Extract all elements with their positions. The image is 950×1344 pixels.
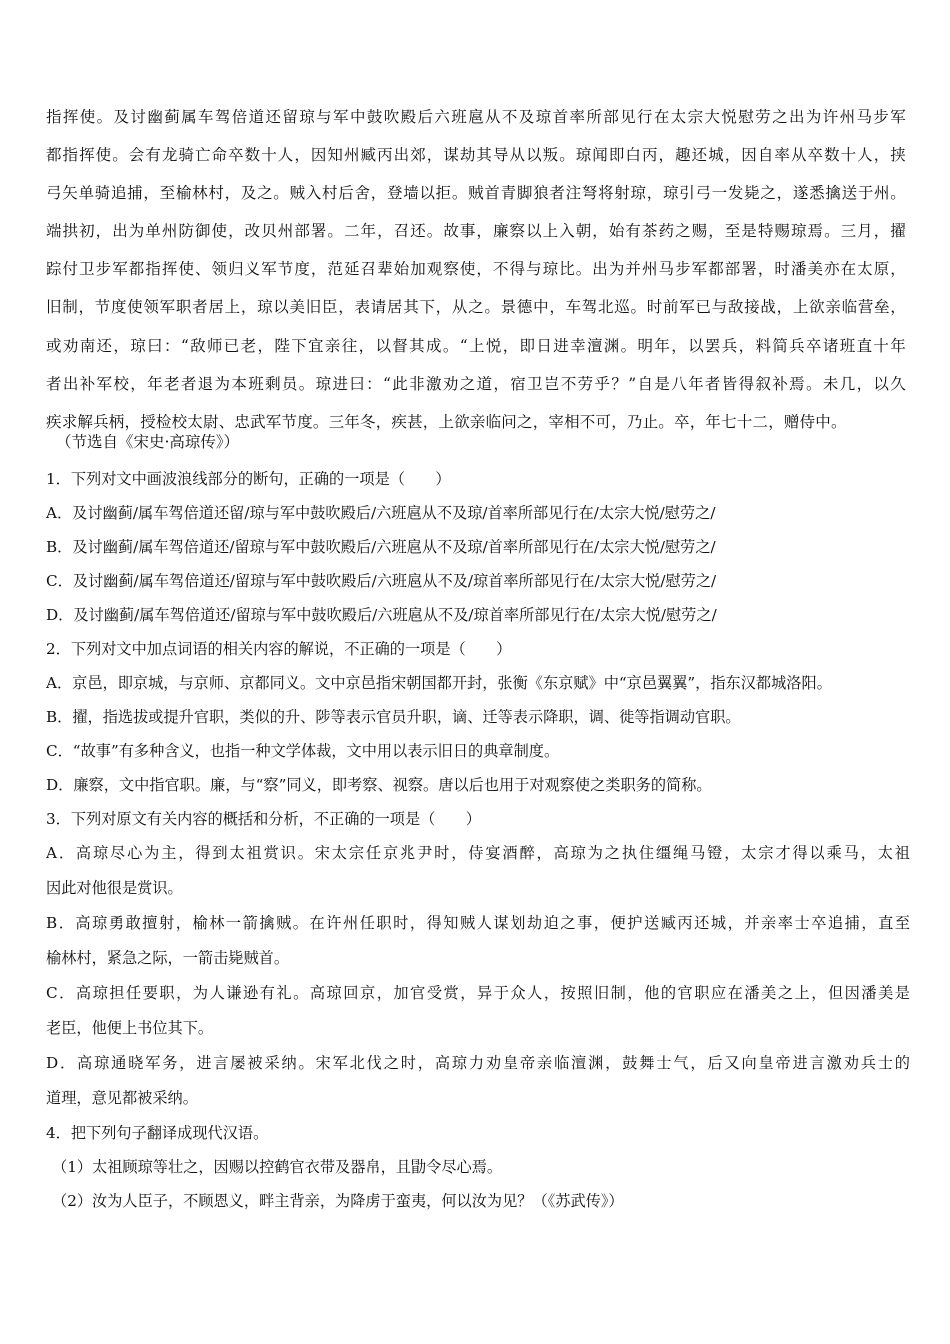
question-2-stem: 2．下列对文中加点词语的相关内容的解说，不正确的一项是（ ）	[46, 640, 512, 658]
passage-line: 踪付卫步军都指挥使、领归义军节度，范延召辈始加观察使，不得与琼比。出为并州马步军都部署，时潘美亦在太原，	[46, 260, 906, 279]
question-3-option-d	[46, 1046, 910, 1116]
passage-line: 都指挥使。会有龙骑亡命卒数十人，因知州臧丙出郊，谋劫其导从以叛。琼闻即白丙，趣还城，因自率从卒数十人，挟	[46, 146, 906, 165]
passage-line: 旧制，节度使领军职者居上，琼以美旧臣，表请居其下，从之。景德中，车驾北巡。时前军已与敌接战，上欲亲临营垒，	[46, 298, 906, 317]
question-1-stem: 1．下列对文中画波浪线部分的断句，正确的一项是（ ）	[46, 470, 451, 488]
option-line: B．高琼勇敢擅射，榆林一箭擒贼。在许州任职时，得知贼人谋划劫迫之事，便护送臧丙还城，并亲率士卒追捕，直至	[46, 914, 910, 932]
question-2-option-d: D．廉察，文中指官职。廉，与“察”同义，即考察、视察。唐以后也用于对观察使之类职务的简称。	[46, 776, 712, 794]
question-3-option-a	[46, 836, 910, 906]
passage-line: 端拱初，出为单州防御使，改贝州部署。二年，召还。故事，廉察以上入朝，始有茶药之赐，至是特赐琼焉。三月，擢	[46, 222, 906, 241]
option-line: D．高琼通晓军务，进言屡被采纳。宋军北伐之时，高琼力劝皇帝亲临澶渊，鼓舞士气，后又向皇帝进言激劝兵士的	[46, 1054, 910, 1072]
option-line: 老臣，他便上书位其下。	[46, 1019, 214, 1037]
question-3-option-b	[46, 906, 910, 976]
question-2-option-a: A．京邑，即京城，与京师、京都同义。文中京邑指宋朝国都开封，张衡《东京赋》中“京邑翼翼”，指东汉都城洛阳。	[46, 674, 832, 692]
questions	[46, 462, 910, 1218]
question-1-option-c: C．及讨幽蓟/属车驾倍道还/留琼与军中鼓吹殿后/六班扈从不及/琼首率所部见行在/太宗大悦/慰劳之/	[46, 572, 717, 590]
question-4-item-2: （2）汝为人臣子，不顾恩义，畔主背亲，为降虏于蛮夷，何以汝为见？（《苏武传》）	[52, 1192, 624, 1210]
option-line: 道理，意见都被采纳。	[46, 1089, 198, 1107]
option-line: A．高琼尽心为主，得到太祖赏识。宋太宗任京兆尹时，侍宴酒醉，高琼为之执住缰绳马镫，太宗才得以乘马，太祖	[46, 844, 910, 862]
passage-line: 疾求解兵柄，授检校太尉、忠武军节度。三年冬，疾甚，上欲亲临问之，宰相不可，乃止。卒，年七十二，赠侍中。	[46, 412, 847, 431]
question-2-option-c: C．“故事”有多种含义，也指一种文学体裁，文中用以表示旧日的典章制度。	[46, 742, 560, 760]
passage-line: 指挥使。及讨幽蓟属车驾倍道还留琼与军中鼓吹殿后六班扈从不及琼首率所部见行在太宗大悦慰劳之出为许州马步军	[46, 108, 906, 126]
question-4-item-1: （1）太祖顾琼等壮之，因赐以控鹤官衣带及器帛，且勖令尽心焉。	[52, 1158, 503, 1176]
question-3-option-c	[46, 976, 910, 1046]
passage-line: 弓矢单骑追捕，至榆林村，及之。贼入村后舍，登墙以拒。贼首青脚狼者注弩将射琼，琼引弓一发毙之，遂悉擒送于州。	[46, 184, 906, 203]
question-2-option-b: B．擢，指选拔或提升官职，类似的升、陟等表示官员升职，谪、迁等表示降职，调、徙等指调动官职。	[46, 708, 741, 726]
question-1-option-b: B．及讨幽蓟/属车驾倍道还/留琼与军中鼓吹殿后/六班扈从不及琼/首率所部见行在/太宗大悦/慰劳之/	[46, 538, 716, 556]
passage-source: （节选自《宋史·高琼传》）	[56, 433, 240, 451]
question-1-option-d: D．及讨幽蓟/属车驾倍道还/留琼与军中鼓吹殿后/六班扈从不及/琼首率所部见行在/太宗大悦/慰劳之/	[46, 606, 717, 624]
question-3-stem: 3．下列对原文有关内容的概括和分析，不正确的一项是（ ）	[46, 810, 481, 828]
question-4-stem: 4．把下列句子翻译成现代汉语。	[46, 1124, 269, 1142]
option-line: 榆林村，紧急之际，一箭击毙贼首。	[46, 949, 289, 967]
option-line: C．高琼担任要职，为人谦逊有礼。高琼回京，加官受赏，异于众人，按照旧制，他的官职应在潘美之上，但因潘美是	[46, 984, 910, 1002]
passage-line: 或劝南还，琼曰：“敌师已老，陛下宜亲往，以督其成。“上悦，即日进幸澶渊。明年，以罢兵，料简兵卒诸班直十年	[46, 336, 906, 355]
passage	[46, 98, 906, 441]
option-line: 因此对他很是赏识。	[46, 879, 183, 897]
question-1-option-a: A．及讨幽蓟/属车驾倍道还留/琼与军中鼓吹殿后/六班扈从不及琼/首率所部见行在/太宗大悦/慰劳之/	[46, 504, 716, 522]
passage-line: 者出补军校，年老者退为本班剩员。琼进曰：“此非激劝之道，宿卫岂不劳乎？”自是八年者皆得叙补焉。未几，以久	[46, 374, 906, 393]
